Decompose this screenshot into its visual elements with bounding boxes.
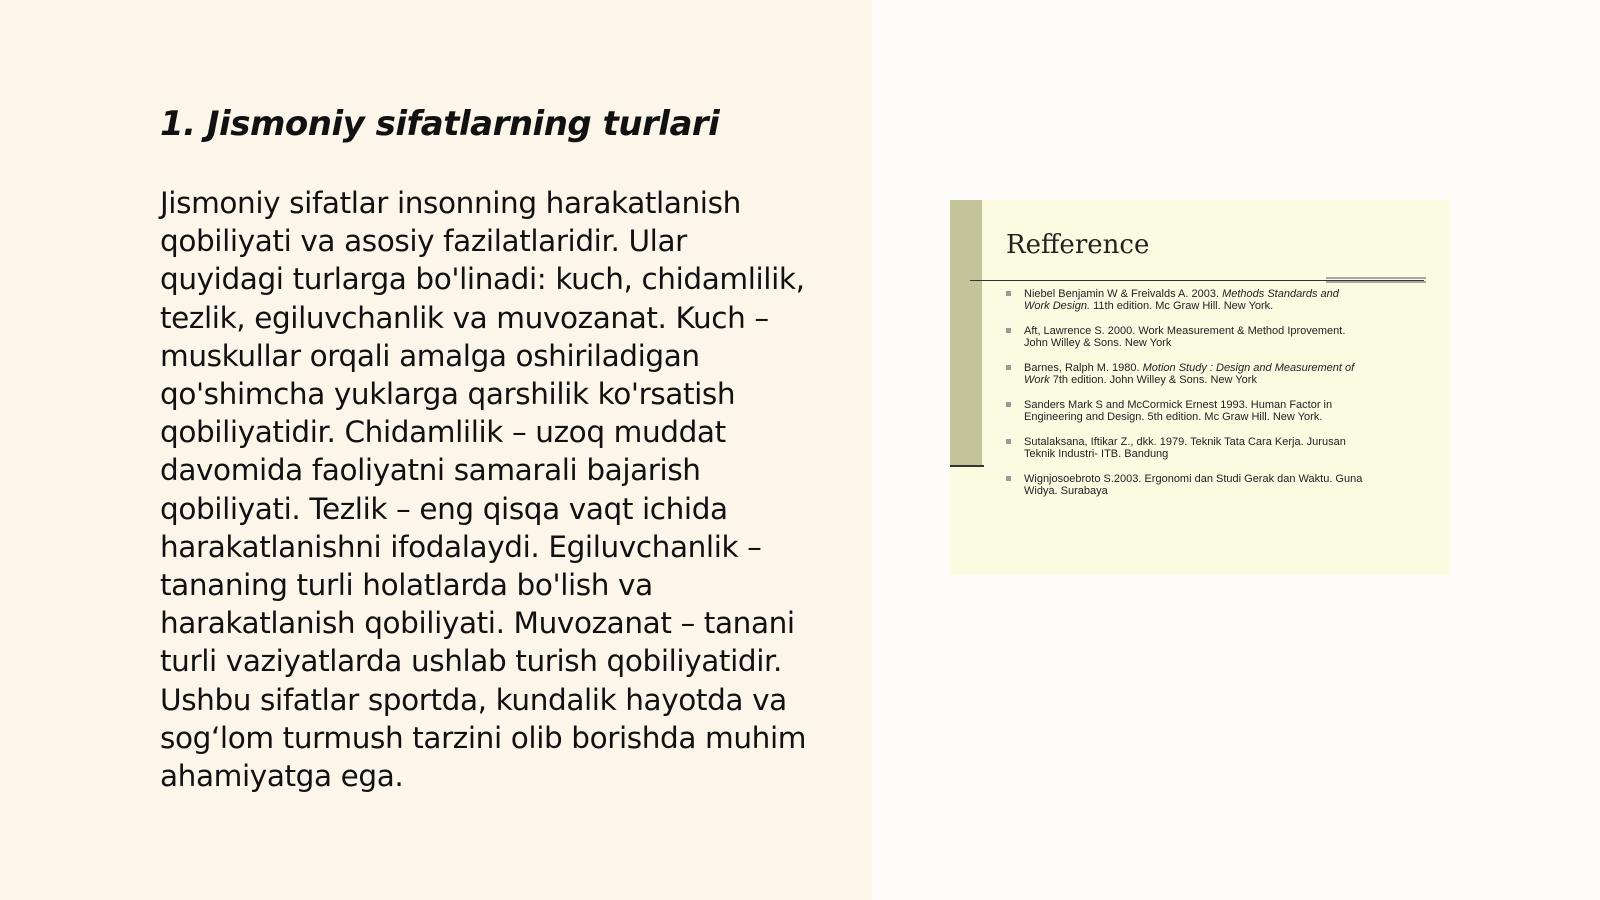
square-bullet-icon: [1006, 476, 1011, 481]
body-line: turli vaziyatlarda ushlab turish qobiliyatidir.: [160, 644, 783, 679]
body-line: qobiliyati. Tezlik – eng qisqa vaqt ichida: [160, 491, 728, 526]
body-line: muskullar orqali amalga oshiriladigan: [160, 338, 700, 373]
slide-heading: 1. Jismoniy sifatlarning turlari: [160, 104, 720, 144]
square-bullet-icon: [1006, 402, 1011, 407]
reference-item: [1006, 362, 1426, 386]
reference-item: [1006, 399, 1426, 423]
reference-title: Refference: [1006, 230, 1150, 260]
reference-italic-text: Work Design.: [1024, 300, 1091, 312]
reference-list: [1006, 288, 1426, 510]
reference-slide-image: [950, 200, 1450, 575]
slide-body: [160, 184, 860, 795]
reference-text: Barnes, Ralph M. 1980.: [1024, 362, 1143, 374]
reference-item: [1006, 436, 1426, 460]
body-line: Jismoniy sifatlar insonning harakatlanish: [160, 186, 741, 220]
body-line: sog‘lom turmush tarzini olib borishda muhim: [160, 720, 807, 755]
reference-item: [1006, 288, 1426, 312]
reference-italic-text: Methods Standards and: [1222, 288, 1339, 300]
body-line: qo'shimcha yuklarga qarshilik ko'rsatish: [160, 377, 736, 412]
body-line: davomida faoliyatni samarali bajarish: [160, 453, 701, 488]
reference-text: 7th edition. John Willey & Sons. New York: [1049, 374, 1257, 386]
reference-italic-text: Work: [1024, 374, 1050, 386]
reference-item: [1006, 325, 1426, 349]
body-line: Ushbu sifatlar sportda, kundalik hayotda va: [160, 682, 787, 717]
reference-italic-text: Motion Study : Design and Measurement of: [1142, 362, 1355, 374]
body-line: ahamiyatga ega.: [160, 759, 404, 794]
reference-sidebar-underline: [950, 465, 984, 467]
reference-text: Engineering and Design. 5th edition. Mc Graw Hill. New York.: [1024, 411, 1323, 423]
body-line: harakatlanishni ifodalaydi. Egiluvchanlik –: [160, 529, 762, 564]
body-line: tananing turli holatlarda bo'lish va: [160, 568, 653, 603]
square-bullet-icon: [1006, 439, 1011, 444]
reference-rule-accent: [1326, 277, 1426, 283]
reference-text: Aft, Lawrence S. 2000. Work Measurement & Method Iprovement.: [1024, 325, 1346, 337]
reference-text: Niebel Benjamin W & Freivalds A. 2003.: [1024, 288, 1223, 300]
body-line: qobiliyati va asosiy fazilatlaridir. Ular: [160, 224, 687, 259]
body-line: tezlik, egiluvchanlik va muvozanat. Kuch –: [160, 300, 769, 335]
reference-item: [1006, 473, 1426, 497]
square-bullet-icon: [1006, 328, 1011, 333]
body-line: qobiliyatidir. Chidamlilik – uzoq muddat: [160, 415, 726, 450]
reference-text: Widya. Surabaya: [1024, 485, 1108, 497]
reference-sidebar-bar: [950, 200, 982, 466]
reference-text: Teknik Industri- ITB. Bandung: [1024, 448, 1169, 460]
square-bullet-icon: [1006, 291, 1011, 296]
reference-text: John Willey & Sons. New York: [1024, 337, 1172, 349]
reference-text: Sanders Mark S and McCormick Ernest 1993. Human Factor in: [1024, 399, 1333, 411]
reference-text: Sutalaksana, Iftikar Z., dkk. 1979. Teknik Tata Cara Kerja. Jurusan: [1024, 436, 1346, 448]
body-line: quyidagi turlarga bo'linadi: kuch, chidamlilik,: [160, 262, 805, 297]
body-line: harakatlanish qobiliyati. Muvozanat – tanani: [160, 606, 795, 641]
reference-text: Wignjosoebroto S.2003. Ergonomi dan Studi Gerak dan Waktu. Guna: [1024, 473, 1363, 485]
square-bullet-icon: [1006, 365, 1011, 370]
reference-text: 11th edition. Mc Graw Hill. New York.: [1090, 300, 1274, 312]
